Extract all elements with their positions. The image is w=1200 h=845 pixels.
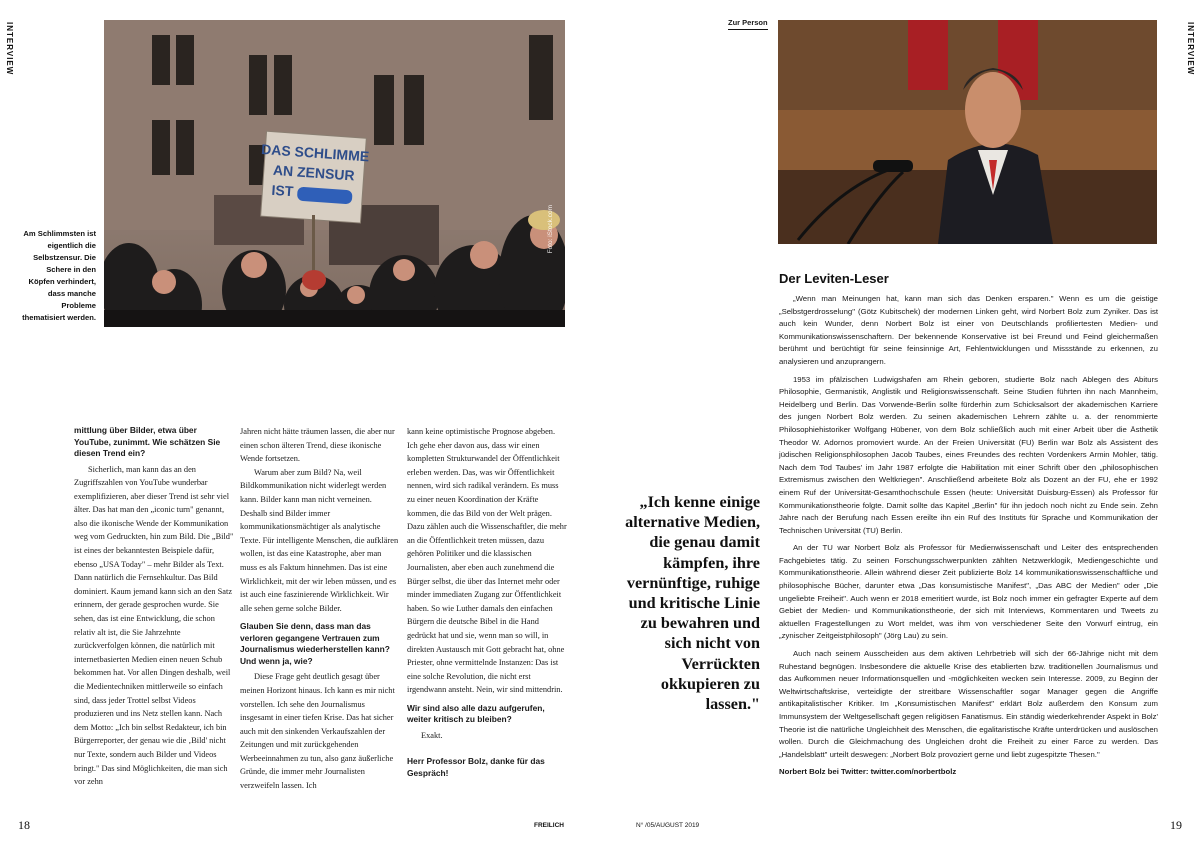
- twitter-link[interactable]: Norbert Bolz bei Twitter: twitter.com/norbertbolz: [779, 767, 957, 777]
- interview-question: mittlung über Bilder, etwa über YouTube, zunimmt. Wie schätzen Sie diesen Trend ein?: [74, 425, 221, 458]
- bio-text: [779, 293, 1158, 784]
- sign-line-1: DAS SCHLIMME: [260, 140, 370, 165]
- interview-column-2: [240, 425, 400, 793]
- section-label-right: INTERVIEW: [1186, 22, 1195, 76]
- interview-answer: Exakt.: [421, 730, 443, 740]
- bio-paragraph: Auch nach seinem Ausscheiden aus dem aktiven Lehrbetrieb will sich der 66-Jährige nicht mit dem Ruhestand begnügen. Insbesondere die aktuelle Krise des etablierten bzw. traditionellen Journalismus und das Aufkommen neuer Informationsquellen und -möglichkeiten wecken sein Interesse. 2009, zu Beginn der Weltwirtschaftskrise, verteidigte der streitbare Wissenschaftler sogar Manager gegen die Angriffe antikapitalistischer Kritiker. Im „Konsumistischen Manifest" erklärt Bolz außerdem den Konsum zum Immunsystem der Weltgesellschaft gegen religiösen Fanatismus. Ein ständig wiederkehrender Aspekt in Bolz' Theorie ist die natürliche Ungleichheit des Menschen, die egalitaristische Kräfte unterdrücken und auslöschen wollen. Durch die Gleichmachung des Ungleichen droht die Freiheit zu einer Farce zu werden. Das „Handelsblatt" urteilt deswegen: „Norbert Bolz provoziert gerne und liebt zugespitzte Thesen.": [779, 649, 1158, 759]
- bio-title: Der Leviten-Leser: [779, 271, 889, 286]
- interview-answer: Warum aber zum Bild? Na, weil Bildkommunikation nicht widerlegt werden kann. Bilder kann man nicht verneinen. Deshalb sind Bilder immer kommunikationsmächtiger als analytische Texte. Für intelligente Menschen, die aufklären wollen, ist das eine Katastrophe, aber man muss es als Faktum hinnehmen. Das ist eine Wirklichkeit, mit der wir leben müssen, und es ist auch eine faszinierende Wirklichkeit. Wir alle sehen gerne solche Bilder.: [240, 467, 399, 613]
- magazine-name: FREILICH: [534, 822, 564, 829]
- interview-question: Wir sind also alle dazu aufgerufen, weiter kritisch zu bleiben?: [407, 702, 545, 725]
- bio-paragraph: „Wenn man Meinungen hat, kann man sich das Denken ersparen." Wenn es um die geistige „Selbstgerdrosselung" (Götz Kubitschek) der modernen Linken geht, wird Norbert Bolz zum Zyniker. Das ist auch kein Wunder, denn Norbert Bolz ist einer von Deutschlands profiliertesten Medien- und Kommunikationswissenschaftern. Der bekennende Konservative ist bei Freund und Feind gleichermaßen berühmt und berüchtigt für seine feinsinnige Art, Fehlentwicklungen und Missstände zu erkennen, zu analysieren und anzuprangern.: [779, 294, 1158, 366]
- photo-caption: Am Schlimmsten ist eigentlich die Selbstzensur. Die Schere in den Köpfen verhindert, dass manche Probleme thematisiert werden.: [22, 229, 96, 322]
- zur-person-label: Zur Person: [728, 18, 768, 30]
- interview-column-1: [74, 425, 234, 789]
- section-label-left: INTERVIEW: [5, 22, 14, 76]
- interview-closing: Herr Professor Bolz, danke für das Gespräch!: [407, 756, 545, 778]
- bio-paragraph: 1953 im pfälzischen Ludwigshafen am Rhein geboren, studierte Bolz nach Ablegen des Abiturs Philosophie, Germanistik, Anglistik und Religionswissenschaft. Seine Studien führten ihn nach Mannheim, Heidelberg und Berlin. Das Vorwende-Berlin sollte fürderhin zum Schicksalsort der akademischen Karriere des jungen Norbert Bolz werden. Zu seinen akademischen Lehrern zählte u. a. der renommierte Philosophiehistoriker Wolfgang Hübener, von dem Bolz schließlich auch mit einer Arbeit über die Ästhetik Theodor W. Adornos promoviert wurde. An der Freien Universität (FU) Berlin war Bolz als Assistent des jüdischen Religionsphilosophen Jacob Taubes, eines Freundes des rechten Vordenkers Armin Mohler, tätig. Nach dem Tod Taubes' im Jahr 1987 erfolgte die Habilitation mit einer Schrift über den „philosophischen Extremismus zwischen den Weltkriegen". Anschließend arbeitete Bolz als Dozent an der FU, ehe er 1992 einem Ruf der Universität-Gesamthochschule Essen (heute: Universität Duisburg-Essen) als Professor für Kommunikationstheorie folgte. Damit sollte das Kapitel „Berlin" für ihn jedoch noch nicht zu Ende sein. Zehn Jahre nach der Berufung nach Essen ereilte ihn ein Ruf des Instituts für Sprache und Kommunikation der Technischen Universität (TU) Berlin.: [779, 374, 1158, 535]
- pull-quote: „Ich kenne einige alternative Medien, die genau damit kämpfen, ihre vernünftige, ruhige und kritische Linie zu bewahren und sich nicht von Verrückten okkupieren zu lassen.": [625, 493, 760, 714]
- interview-answer: kann keine optimistische Prognose abgeben. Ich gehe eher davon aus, dass wir einen kompletten Strukturwandel der Öffentlichkeit erleben werden. Das, was wir Öffentlichkeit nennen, wird sich radikal verändern. Es muss zu einer neuen Koordination der Kräfte kommen, die das Bild von der Welt prägen. Dazu zählen auch die Wissenschaftler, die mehr an die Öffentlichkeit treten müssen, dazu gehören Politiker und die klassischen Journalisten, aber eben auch zunehmend die Bürger selbst, die über das Internet mehr oder minder immediaten Zugang zur Öffentlichkeit haben. So wie Luther damals den einfachen Bürgern die deutsche Bibel in die Hand gedrückt hat und sie, wenn man so will, in direkten Austausch mit Gott gebracht hat, ohne Priester, ohne vermittelnde Instanzen: Das ist eine solche Revolution, die nicht erst irgendwann ansteht. Nein, wir sind mittendrin.: [407, 427, 567, 695]
- photo-credit: Foto: iStock.com: [547, 205, 554, 254]
- portrait-photo: [778, 20, 1157, 244]
- interview-answer: Diese Frage geht deutlich gesagt über meinen Horizont hinaus. Ich kann es mir nicht vorstellen. Ich sehe den Journalismus insgesamt in einer tiefen Krise. Das hat sicher auch mit den sinkenden Verkaufszahlen der Zeitungen und mit zurückgehenden Werbeeinnahmen zu tun, also ganz äußerliche Gründe, die immer mehr Journalisten verzweifeln lassen. Ich: [240, 672, 395, 791]
- protest-photo: [104, 20, 565, 327]
- page-number-left: 18: [18, 818, 30, 832]
- issue-info: N° /05/AUGUST 2019: [636, 822, 700, 829]
- interview-column-3: [407, 425, 567, 782]
- page-number-right: 19: [1170, 818, 1182, 832]
- sign-line-2: AN ZENSUR: [272, 161, 356, 184]
- interview-question: Glauben Sie denn, dass man das verloren gegangene Vertrauen zum Journalismus wiederherstellen kann? Und wenn ja, wie?: [240, 621, 390, 666]
- interview-answer: Jahren nicht hätte träumen lassen, die aber nur einen schon älteren Trend, diese ikonische Wende fortsetzen.: [240, 427, 395, 464]
- sign-line-3: IST: [271, 181, 294, 200]
- interview-answer: Sicherlich, man kann das an den Zugriffszahlen von YouTube wunderbar exemplifizieren, aber dieser Trend ist sehr viel älter. Das hat man den „iconic turn" genannt, also die ikonische Wende der Kommunikation weg vom Gedruckten, hin zum Bild. Die „Bild" ist eines der bekanntesten Beispiele dafür, ebenso „USA Today" – mehr Bilder als Text. Dann natürlich die Fernsehkultur. Das Bild dominiert. Kaum jemand kann sich an den Satz erinnern, der gerade gesprochen wurde. Sie sehen, das ist eine Entwicklung, die schon relativ alt ist, die Sie Jahrzehnte zurückverfolgen können, die natürlich mit internetbasierten Medien einen neuen Schub bekommen hat. Vor allen Dingen deshalb, weil die Medientechniken mittlerweile so einfach sind, dass jeder Trottel selbst Videos produzieren und ins Netz stellen kann. Nach dem Motto: „Ich bin selbst Redakteur, ich bin Bürgerreporter, der genau wie die ‚Bild' nicht nur Texte, sondern auch Bilder und Videos bringt." Das sind Möglichkeiten, die man sich vor zehn: [74, 464, 234, 787]
- bio-paragraph: An der TU war Norbert Bolz als Professor für Medienwissenschaft und Leiter des entsprechenden Fachgebietes tätig. Zu seinen Forschungsschwerpunkten zählten Netzwerklogik, Mediengeschichte und Kommunikationstheorie. Allein während dieser Zeit publizierte Bolz 14 kommunikationswissenschaftliche und philosophische Bücher, darunter etwa „Das konsumistische Manifest", „Das ABC der Medien" oder „Die ungeliebte Freiheit". Auch wenn er 2018 emeritiert wurde, ist Bolz noch immer ein gefragter Experte auf dem Gebiet der Medien- und Kommunikationstheorie, der sich mit Interviews, Kommentaren und Tweets zu aktuellen Fragestellungen zu Wort meldet, was ihm von verschiedener Seite den Vorwurf eintrug, ein „zynischer Zeitgeistphilosoph" (Jörg Lau) zu sein.: [779, 543, 1158, 641]
